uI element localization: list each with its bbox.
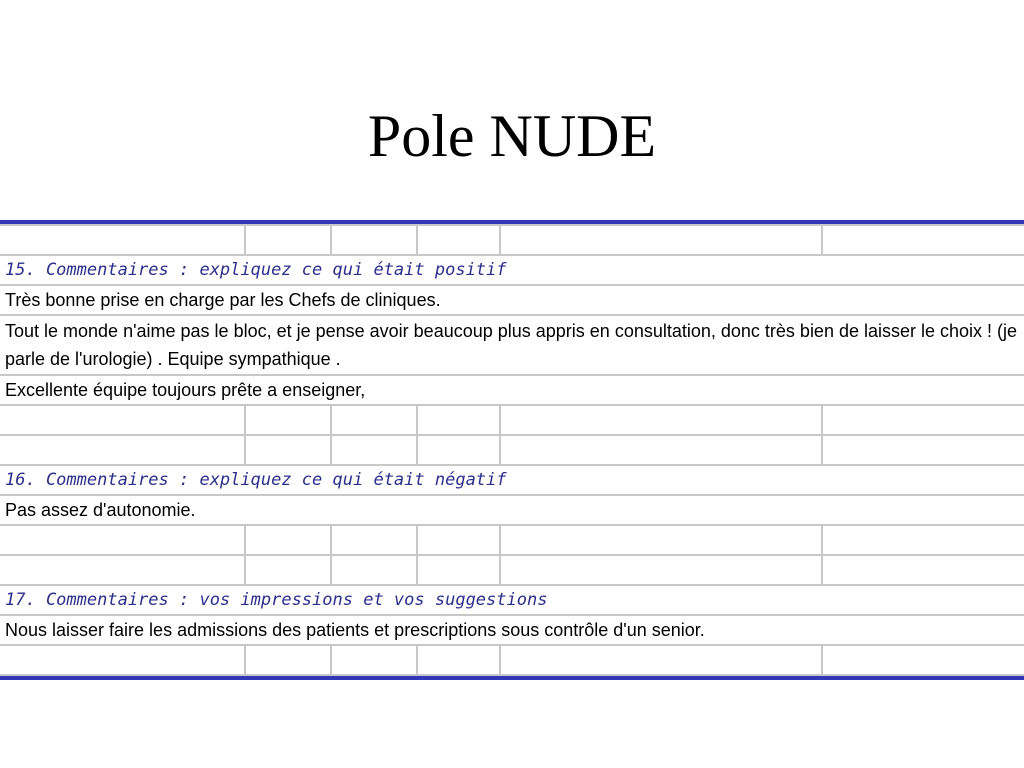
- comment-row: [0, 495, 1024, 525]
- section-heading-row: [0, 255, 1024, 285]
- empty-cell: [245, 225, 331, 255]
- empty-cell: [500, 225, 822, 255]
- empty-cell: [822, 645, 1024, 675]
- empty-cell: [331, 555, 417, 585]
- empty-cell: [331, 645, 417, 675]
- empty-cell: [417, 435, 500, 465]
- empty-row: [0, 525, 1024, 555]
- empty-cell: [500, 405, 822, 435]
- comment-row: [0, 315, 1024, 375]
- empty-cell: [500, 555, 822, 585]
- section-17-heading: 17. Commentaires : vos impressions et vos suggestions: [0, 585, 1024, 615]
- empty-cell: [0, 525, 245, 555]
- empty-cell: [0, 405, 245, 435]
- empty-row: [0, 435, 1024, 465]
- comment-text: Excellente équipe toujours prête a enseigner,: [0, 375, 1024, 405]
- empty-cell: [417, 225, 500, 255]
- empty-cell: [0, 645, 245, 675]
- empty-cell: [417, 555, 500, 585]
- comment-row: [0, 375, 1024, 405]
- comment-row: [0, 285, 1024, 315]
- empty-row: [0, 225, 1024, 255]
- empty-cell: [245, 405, 331, 435]
- survey-table-container: [0, 220, 1024, 680]
- section-heading-row: [0, 585, 1024, 615]
- empty-cell: [500, 645, 822, 675]
- empty-row: [0, 555, 1024, 585]
- section-heading-row: [0, 465, 1024, 495]
- empty-cell: [0, 555, 245, 585]
- comment-text: Nous laisser faire les admissions des patients et prescriptions sous contrôle d'un senior.: [0, 615, 1024, 645]
- empty-cell: [245, 555, 331, 585]
- empty-cell: [0, 225, 245, 255]
- section-16-heading: 16. Commentaires : expliquez ce qui était négatif: [0, 465, 1024, 495]
- empty-cell: [417, 645, 500, 675]
- survey-table: [0, 224, 1024, 676]
- empty-cell: [500, 435, 822, 465]
- empty-cell: [822, 435, 1024, 465]
- empty-cell: [500, 525, 822, 555]
- empty-cell: [331, 405, 417, 435]
- comment-text: Pas assez d'autonomie.: [0, 495, 1024, 525]
- empty-cell: [822, 405, 1024, 435]
- empty-cell: [245, 435, 331, 465]
- empty-cell: [331, 525, 417, 555]
- empty-cell: [245, 525, 331, 555]
- empty-cell: [245, 645, 331, 675]
- empty-cell: [0, 435, 245, 465]
- comment-row: [0, 615, 1024, 645]
- empty-row: [0, 405, 1024, 435]
- empty-cell: [331, 225, 417, 255]
- empty-cell: [331, 435, 417, 465]
- empty-cell: [822, 525, 1024, 555]
- empty-cell: [417, 525, 500, 555]
- comment-text: Très bonne prise en charge par les Chefs de cliniques.: [0, 285, 1024, 315]
- page-title: Pole NUDE: [367, 103, 657, 169]
- empty-cell: [822, 555, 1024, 585]
- section-15-heading: 15. Commentaires : expliquez ce qui était positif: [0, 255, 1024, 285]
- empty-cell: [417, 405, 500, 435]
- comment-text: Tout le monde n'aime pas le bloc, et je pense avoir beaucoup plus appris en consultation, donc très bien de laisser le choix ! (je parle de l'urologie) . Equipe sympathique .: [0, 315, 1024, 375]
- empty-cell: [822, 225, 1024, 255]
- empty-row: [0, 645, 1024, 675]
